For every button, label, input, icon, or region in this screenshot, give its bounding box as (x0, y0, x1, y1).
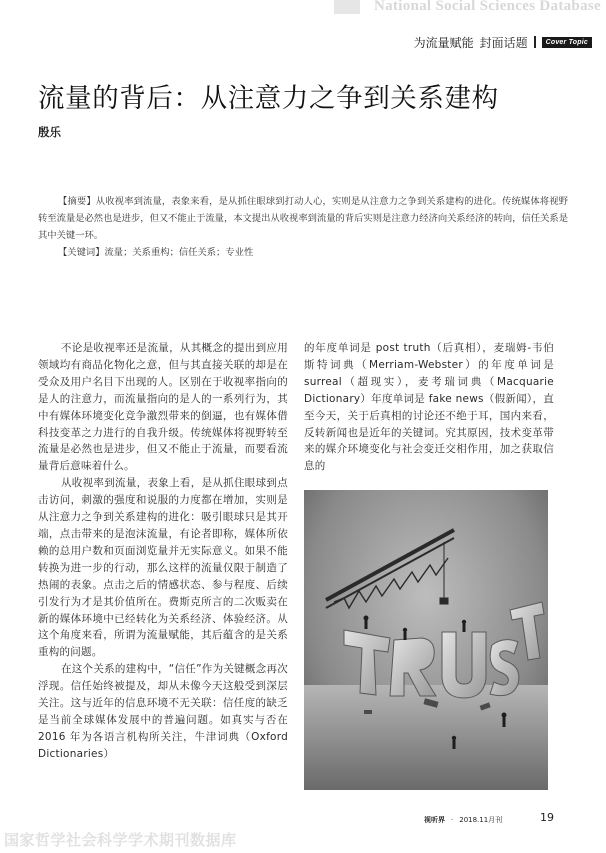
journal-name: 视听界 (424, 816, 445, 824)
bottom-watermark: 国家哲学社会科学学术期刊数据库 (4, 831, 237, 849)
keywords-text: 【关键词】流量；关系重构；信任关系；专业性 (58, 247, 254, 258)
body-paragraph: 不论是收视率还是流量，从其概念的提出到应用领域均有商品化物化之意，但与其直接关联的却是在受众及用户名目下出现的人。区别在于收视率指向的是人的注意力，而流量指向的是人的一系列行为，其中有媒体环境变化竞争激烈带来的倒逼，也有媒体借科技变革之力进行的自我升级。传统媒体将视野转至流量是必然也是进步，但又不能止于流量，而要看流量背后意味着什么。 (38, 342, 288, 473)
abstract-block (38, 193, 568, 261)
section-label: 为流量赋能 (413, 35, 474, 50)
header-divider (534, 36, 536, 48)
cover-topic-tag: Cover Topic (542, 37, 592, 48)
top-watermark (330, 0, 606, 18)
body-column-left (38, 340, 288, 802)
article-author: 殷乐 (38, 125, 61, 139)
article-title: 流量的背后：从注意力之争到关系建构 (38, 83, 499, 114)
watermark-logo-block (334, 0, 360, 14)
section-header (414, 34, 592, 50)
trust-photo (304, 490, 548, 790)
top-watermark-text: National Social Sciences Database (374, 0, 601, 14)
body-paragraph: 在这个关系的建构中，“信任”作为关键概念再次浮现。信任始终被提及，却从未像今天这般受到深层关注。这与近年的信息环境不无关联：信任度的缺乏是当前全球媒体发展中的普遍问题。如真实与否在 2016 年为各语言机构所关注，牛津词典（Oxford Dictionaries） (38, 663, 288, 760)
issue-label: 2018.11月刊 (459, 816, 503, 824)
page-number: 19 (540, 811, 554, 824)
trust-photo-illustration (304, 490, 548, 790)
topic-label: 封面话题 (479, 35, 528, 50)
footer-dot: · (451, 816, 454, 824)
abstract-text: 【摘要】从收视率到流量，表象来看，是从抓住眼球到打动人心，实则是从注意力之争到关系建构的进化。传统媒体将视野转至流量是必然也是进步，但又不能止于流量，本文提出从收视率到流量的背后实则是注意力经济向关系经济的转向，信任关系是其中关键一环。 (38, 196, 568, 241)
page-footer (424, 815, 502, 825)
body-column-right (304, 340, 554, 490)
body-paragraph-continued: 的年度单词是 post truth（后真相），麦瑞姆-韦伯斯特词典（Merriam-Webster）的年度单词是 surreal（超现实），麦考瑞词典（Macquarie Dictionary）年度单词是 fake news（假新闻），直至今天，关于后真相的讨论还不绝于耳，国内来看，反转新闻也是近年的关键词。究其原因，技术变革带来的媒介环境变化与社会变迁交相作用，加之获取信息的 (304, 342, 554, 473)
body-paragraph: 从收视率到流量，表象上看，是从抓住眼球到点击访问，刺激的强度和说服的力度都在增加，实则是从注意力之争到关系建构的进化：吸引眼球只是其开端，点击带来的是泡沫流量，有论者即称，媒体所依赖的总用户数和页面浏览量并无实际意义。如果不能转换为进一步的行动，那么这样的流量仅限于制造了热闹的表象。点击之后的情感状态、参与程度、后续引发行为才是其价值所在。费斯克所言的二次贩卖在新的媒体环境中已经转化为关系经济、体验经济。从这个角度来看，所谓为流量赋能，其后蕴含的是关系重构的问题。 (38, 477, 288, 659)
